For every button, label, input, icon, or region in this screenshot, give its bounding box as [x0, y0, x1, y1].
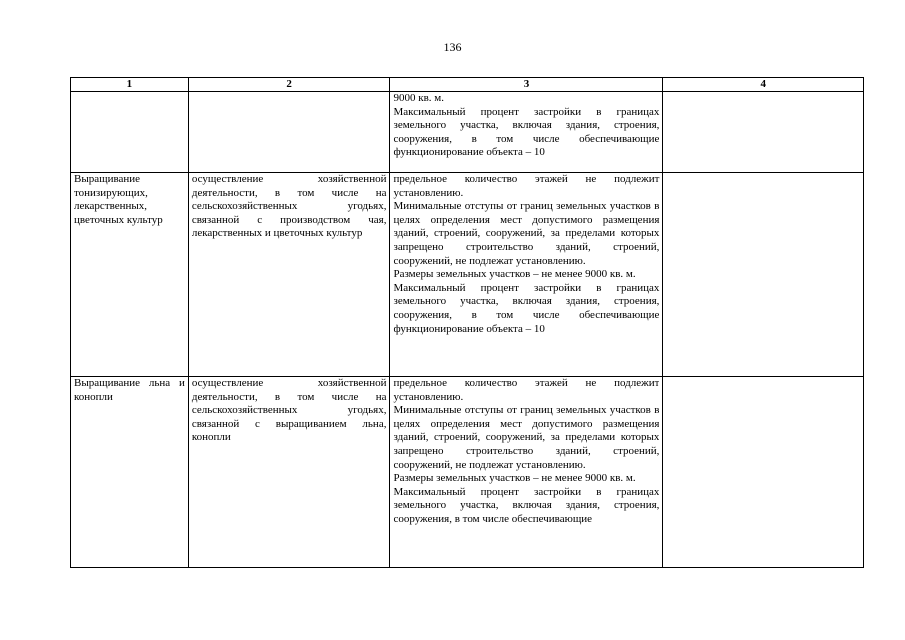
table-row: [71, 92, 864, 173]
row-1-description: [188, 92, 390, 173]
column-header-3: 3: [390, 78, 663, 92]
row-3-parameters: [390, 377, 663, 568]
row-3-description: осуществление хозяйственной деятельности, в том числе на сельскохозяйственных угодьях, связанной с выращиванием льна, конопли: [188, 377, 390, 568]
row-1-param-2: Максимальный процент застройки в границах земельного участка, включая здания, строения, сооружения, в том числе обеспечивающие функционирование объекта – 10: [393, 105, 660, 159]
land-use-table: [70, 77, 864, 568]
table-header-row: [71, 78, 864, 92]
row-3-param-4: Максимальный процент застройки в границах земельного участка, включая здания, строения, сооружения, в том числе обеспечивающие: [393, 485, 660, 525]
row-1-use-name: [71, 92, 189, 173]
row-1-notes: [663, 92, 864, 173]
row-3-param-1: предельное количество этажей не подлежит установлению.: [393, 377, 660, 403]
row-3-param-3: Размеры земельных участков – не менее 9000 кв. м.: [393, 472, 636, 485]
table-row: [71, 173, 864, 377]
row-2-param-1: предельное количество этажей не подлежит установлению.: [393, 173, 660, 199]
row-2-description: осуществление хозяйственной деятельности, в том числе на сельскохозяйственных угодьях, связанной с производством чая, лекарственных и цветочных культур: [188, 173, 390, 377]
row-3-use-name: Выращивание льна и конопли: [71, 377, 189, 568]
row-3-param-2: Минимальные отступы от границ земельных участков в целях определения мест допустимого размещения зданий, строений, сооружений, за пределами которых запрещено строительство зданий, строений, сооружений, не подлежат установлению.: [393, 404, 660, 471]
row-3-notes: [663, 377, 864, 568]
row-2-notes: [663, 173, 864, 377]
row-1-param-1: 9000 кв. м.: [393, 92, 444, 104]
row-2-use-name: Выращивание тонизирующих, лекарственных, цветочных культур: [71, 173, 189, 377]
table-row: [71, 377, 864, 568]
row-2-param-3: Размеры земельных участков – не менее 9000 кв. м.: [393, 268, 636, 281]
row-1-parameters: [390, 92, 663, 173]
row-2-param-2: Минимальные отступы от границ земельных участков в целях определения мест допустимого размещения зданий, строений, сооружений, за пределами которых запрещено строительство зданий, строений, сооружений, не подлежат установлению.: [393, 200, 660, 267]
column-header-1: 1: [71, 78, 189, 92]
row-2-parameters: [390, 173, 663, 377]
column-header-4: 4: [663, 78, 864, 92]
column-header-2: 2: [188, 78, 390, 92]
row-2-param-4: Максимальный процент застройки в границах земельного участка, включая здания, строения, сооружения, в том числе обеспечивающие функционирование объекта – 10: [393, 281, 660, 335]
page-number: 136: [443, 40, 462, 54]
